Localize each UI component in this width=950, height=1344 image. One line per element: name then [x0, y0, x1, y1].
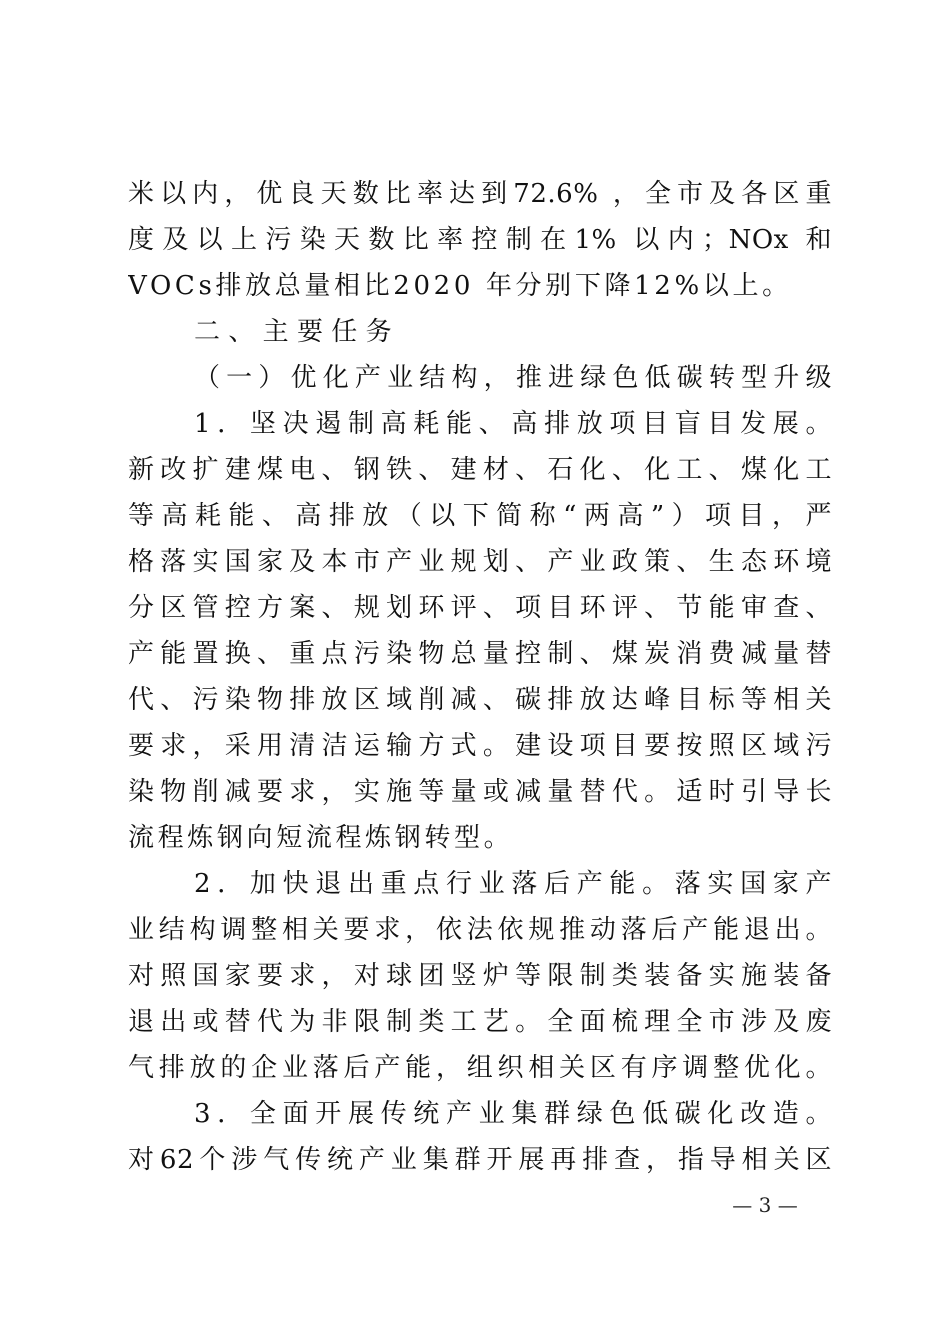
- text-line: 对62个涉气传统产业集群开展再排查，指导相关区: [128, 1145, 832, 1175]
- text-line: 退出或替代为非限制类工艺。全面梳理全市涉及废: [128, 1007, 832, 1037]
- item-1-title: 1．坚决遏制高耗能、高排放项目盲目发展。: [194, 409, 832, 439]
- text-line: 格落实国家及本市产业规划、产业政策、生态环境: [128, 547, 832, 577]
- text-line: 等高耗能、高排放（以下简称“两高”）项目，严: [128, 501, 832, 531]
- text-line: 代、污染物排放区域削减、碳排放达峰目标等相关: [128, 685, 832, 715]
- item-2-title: 2．加快退出重点行业落后产能。落实国家产: [194, 869, 832, 899]
- text-line: 业结构调整相关要求，依法依规推动落后产能退出。: [128, 915, 832, 945]
- text-line: 流程炼钢向短流程炼钢转型。: [128, 823, 514, 853]
- text-line: 米以内，优良天数比率达到72.6% ，全市及各区重: [128, 179, 832, 209]
- text-line: 分区管控方案、规划环评、项目环评、节能审查、: [128, 593, 832, 623]
- text-line: 要求，采用清洁运输方式。建设项目要按照区域污: [128, 731, 832, 761]
- subsection-heading: （一）优化产业结构，推进绿色低碳转型升级: [194, 363, 832, 393]
- text-line: 度及以上污染天数比率控制在1% 以内；NOx 和: [128, 225, 832, 255]
- item-3-title: 3．全面开展传统产业集群绿色低碳化改造。: [194, 1099, 832, 1129]
- text-line: 染物削减要求，实施等量或减量替代。适时引导长: [128, 777, 832, 807]
- text-line: 气排放的企业落后产能，组织相关区有序调整优化。: [128, 1053, 832, 1083]
- text-line: 对照国家要求，对球团竖炉等限制类装备实施装备: [128, 961, 832, 991]
- section-heading: 二、主要任务: [194, 317, 400, 347]
- page-number: — 3 —: [732, 1193, 798, 1217]
- text-line: 产能置换、重点污染物总量控制、煤炭消费减量替: [128, 639, 832, 669]
- document-body: [128, 171, 832, 1183]
- text-line: 新改扩建煤电、钢铁、建材、石化、化工、煤化工: [128, 455, 832, 485]
- text-line: VOCs排放总量相比2020 年分别下降12%以上。: [128, 271, 792, 301]
